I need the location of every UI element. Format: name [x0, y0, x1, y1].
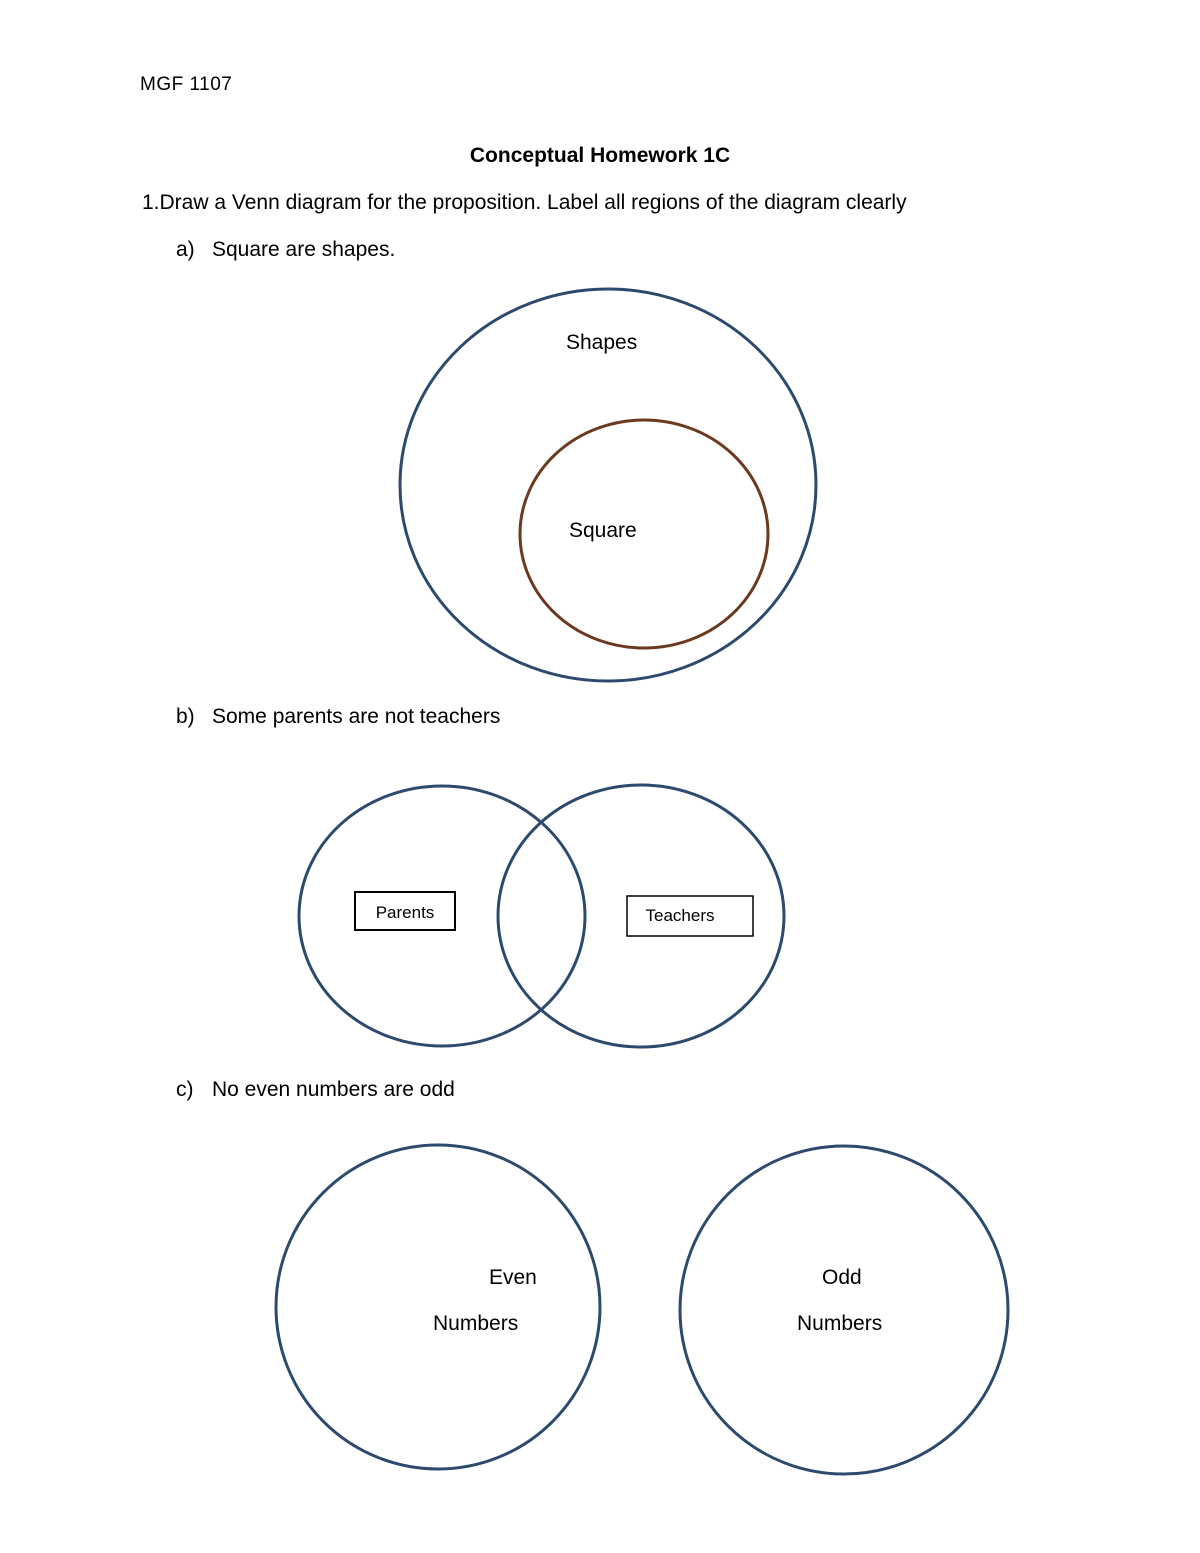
teachers-label: Teachers [645, 906, 715, 925]
item-b-letter: b) [176, 705, 195, 728]
item-c-letter: c) [176, 1078, 194, 1101]
shapes-label: Shapes [566, 331, 638, 354]
item-b-text: Some parents are not teachers [212, 705, 501, 728]
item-a-letter: a) [176, 238, 195, 261]
even-circle [276, 1145, 600, 1469]
square-label: Square [569, 519, 637, 542]
odd-circle [680, 1146, 1008, 1474]
even-label-line1: Even [489, 1266, 537, 1289]
question-text: 1.Draw a Venn diagram for the proposition. Label all regions of the diagram clearly [142, 191, 907, 214]
item-c-text: No even numbers are odd [212, 1078, 455, 1101]
parents-label: Parents [375, 903, 435, 922]
item-a-text: Square are shapes. [212, 238, 396, 261]
odd-label-line2: Numbers [797, 1312, 883, 1335]
odd-label-line1: Odd [822, 1266, 862, 1289]
course-header: MGF 1107 [140, 74, 233, 95]
page-title: Conceptual Homework 1C [469, 144, 731, 167]
even-label-line2: Numbers [433, 1312, 519, 1335]
